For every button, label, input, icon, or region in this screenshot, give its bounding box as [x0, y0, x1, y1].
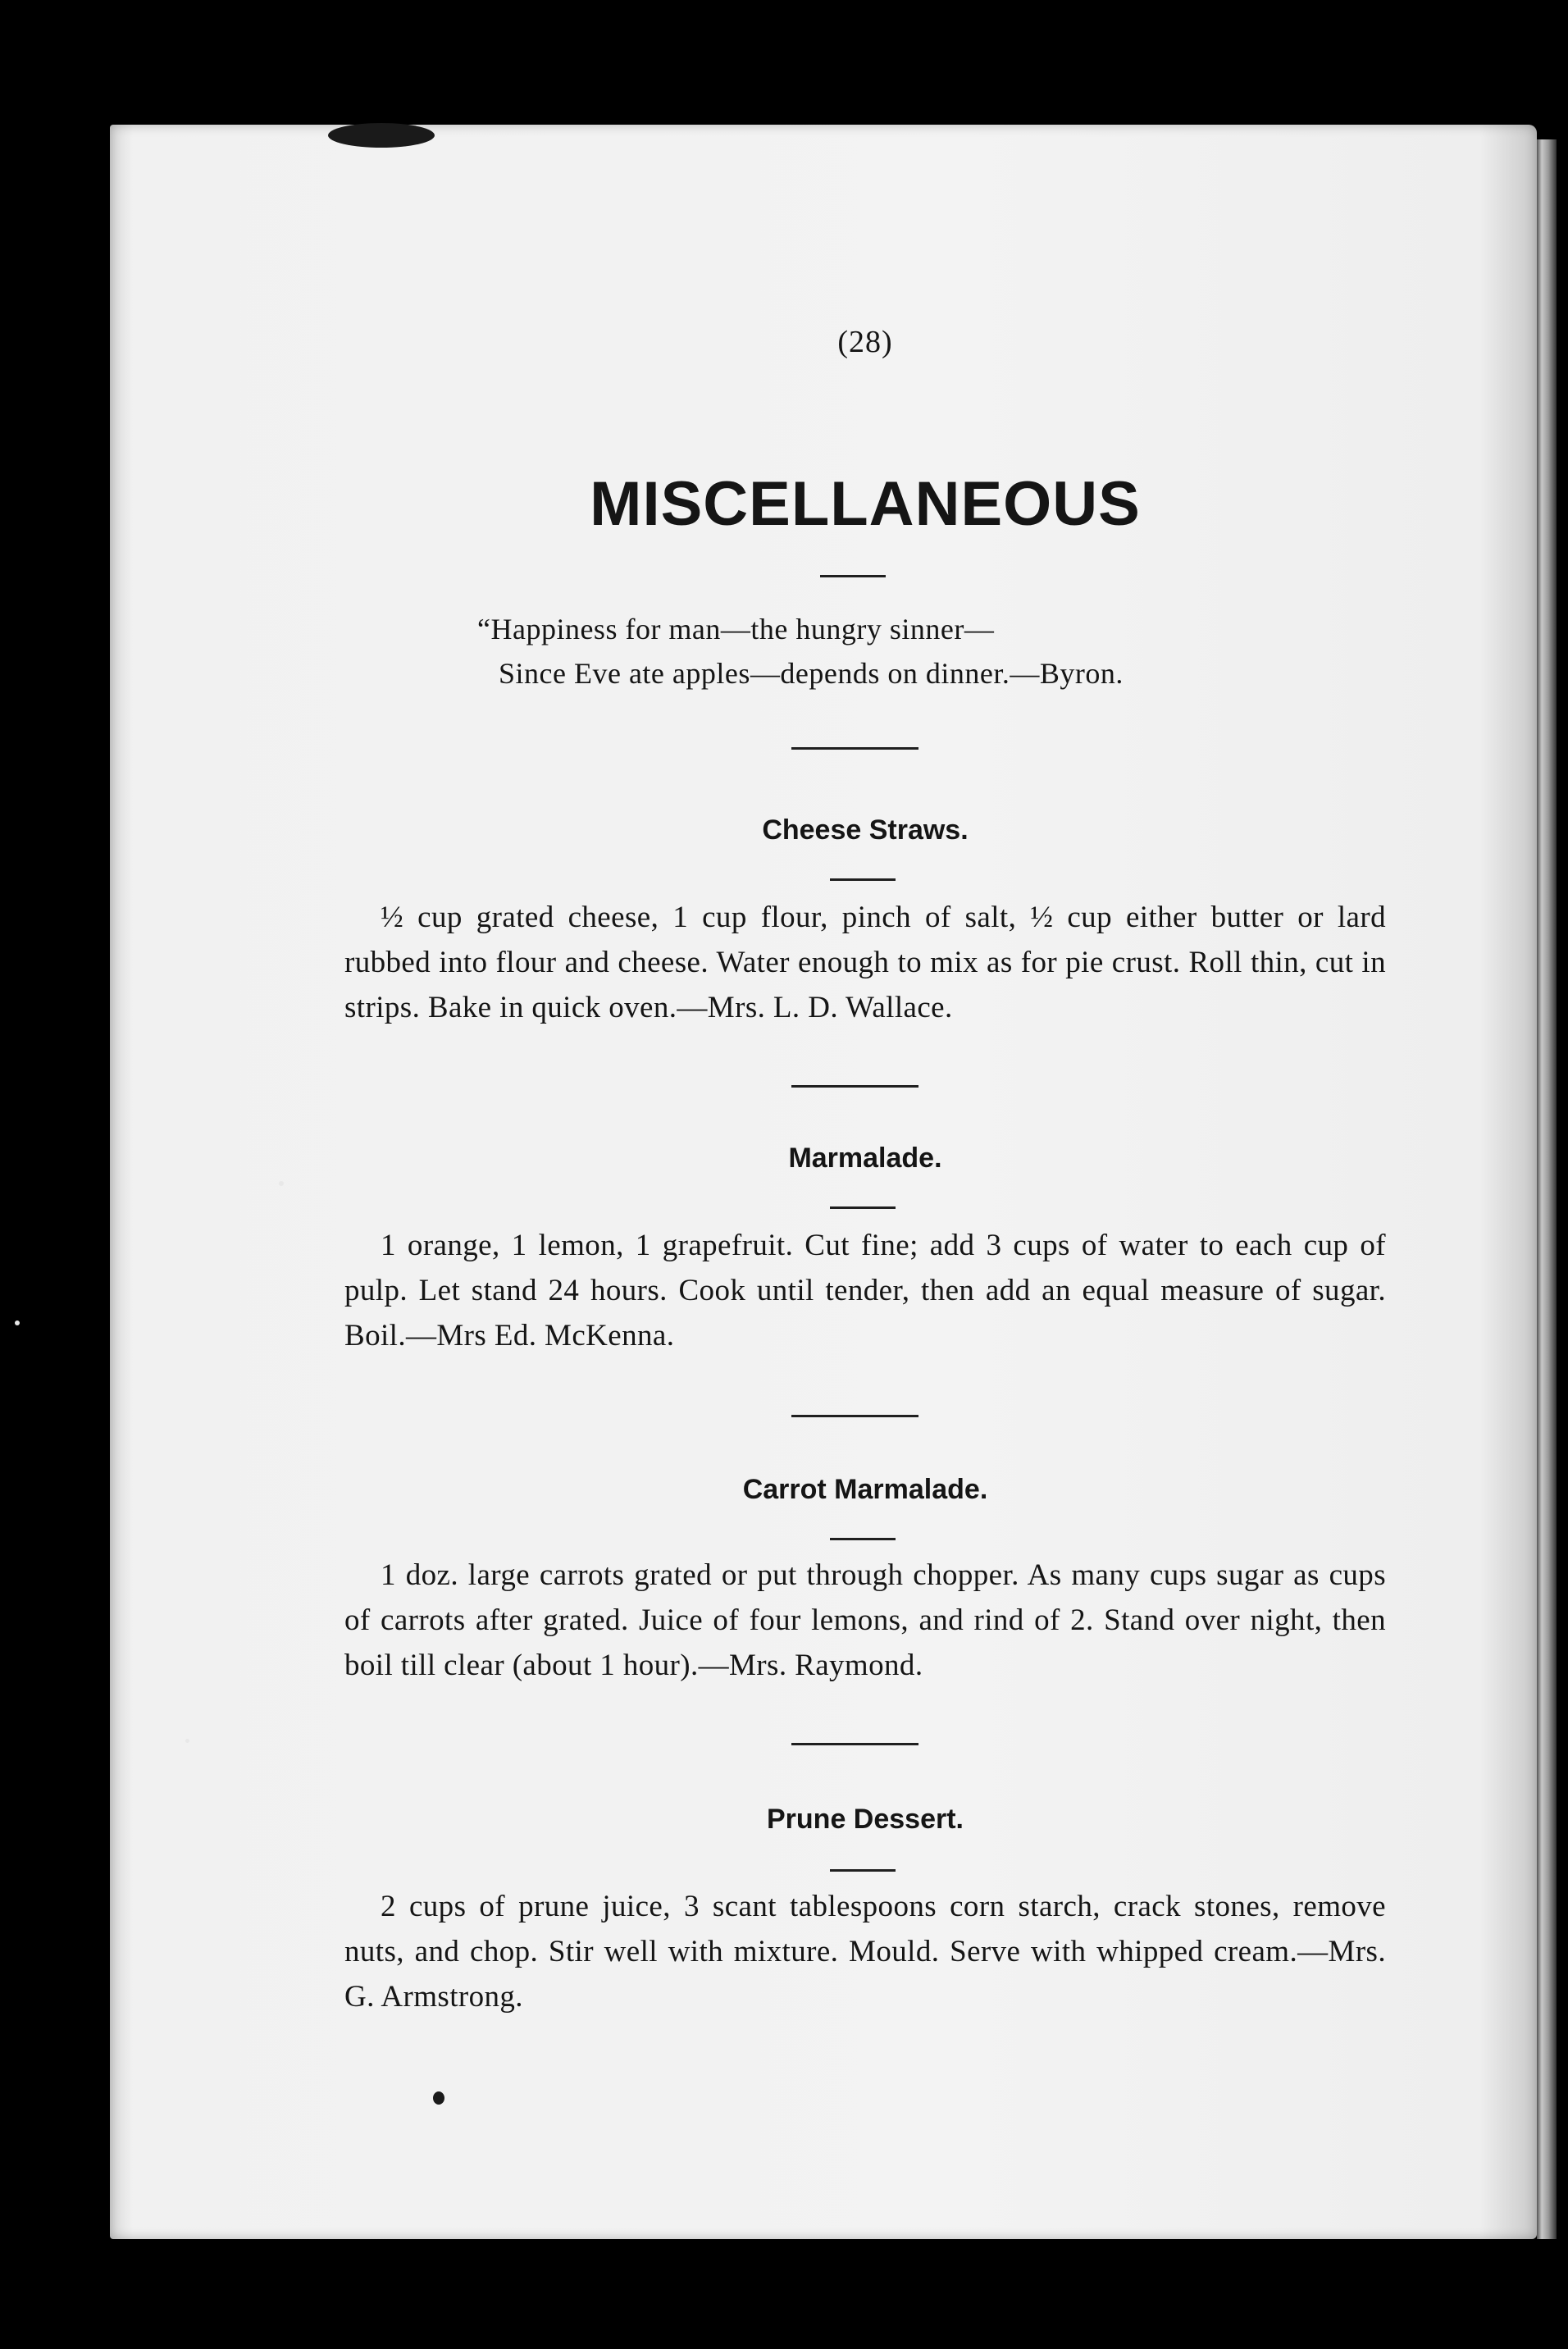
recipe-divider	[791, 1743, 918, 1745]
ink-speck	[433, 2091, 444, 2105]
recipe-title-divider	[830, 878, 896, 881]
epigraph-line-1: “Happiness for man—the hungry sinner—	[477, 613, 995, 645]
page-number: (28)	[837, 325, 893, 359]
recipe-title: Carrot Marmalade.	[742, 1474, 988, 1505]
epigraph-line-2: Since Eve ate apples—depends on dinner.—Byron.	[499, 657, 1124, 690]
section-divider	[791, 747, 918, 750]
recipe-text: ½ cup grated cheese, 1 cup flour, pinch of salt, ½ cup either butter or lard rubbed into flour and cheese. Water enough to mix as for pie crust. Roll thin, cut in strips. Bake in quick oven.—Mrs. L. D. Wallace.	[344, 901, 1386, 1024]
recipe-title: Marmalade.	[788, 1143, 942, 1174]
recipe-text: 1 orange, 1 lemon, 1 grapefruit. Cut fine; add 3 cups of water to each cup of pulp. Let stand 24 hours. Cook until tender, then add an equal measure of sugar. Boil.—Mrs Ed. McKenna.	[344, 1229, 1386, 1352]
dust-speck	[185, 1739, 189, 1743]
recipe-title-divider	[830, 1869, 896, 1872]
recipe-text: 2 cups of prune juice, 3 scant tablespoons corn starch, crack stones, remove nuts, and chop. Stir well with mixture. Mould. Serve with whipped cream.—Mrs. G. Armstrong.	[344, 1890, 1386, 2014]
dust-speck	[15, 1320, 20, 1325]
recipe-text: 1 doz. large carrots grated or put through chopper. As many cups sugar as cups of carrots after grated. Juice of four lemons, and rind of 2. Stand over night, then boil till clear (about 1 hour).—Mrs. Raymond.	[344, 1558, 1386, 1682]
recipe-title-divider	[830, 1538, 896, 1540]
recipe-divider	[791, 1085, 918, 1088]
ink-smudge	[328, 123, 435, 148]
recipe-title: Prune Dessert.	[767, 1804, 964, 1835]
title-divider	[820, 575, 886, 577]
page-edge	[1537, 139, 1557, 2239]
recipe-title: Cheese Straws.	[762, 814, 969, 846]
section-title: MISCELLANEOUS	[590, 469, 1141, 539]
dust-speck	[279, 1181, 284, 1186]
recipe-divider	[791, 1415, 918, 1417]
recipe-title-divider	[830, 1206, 896, 1209]
